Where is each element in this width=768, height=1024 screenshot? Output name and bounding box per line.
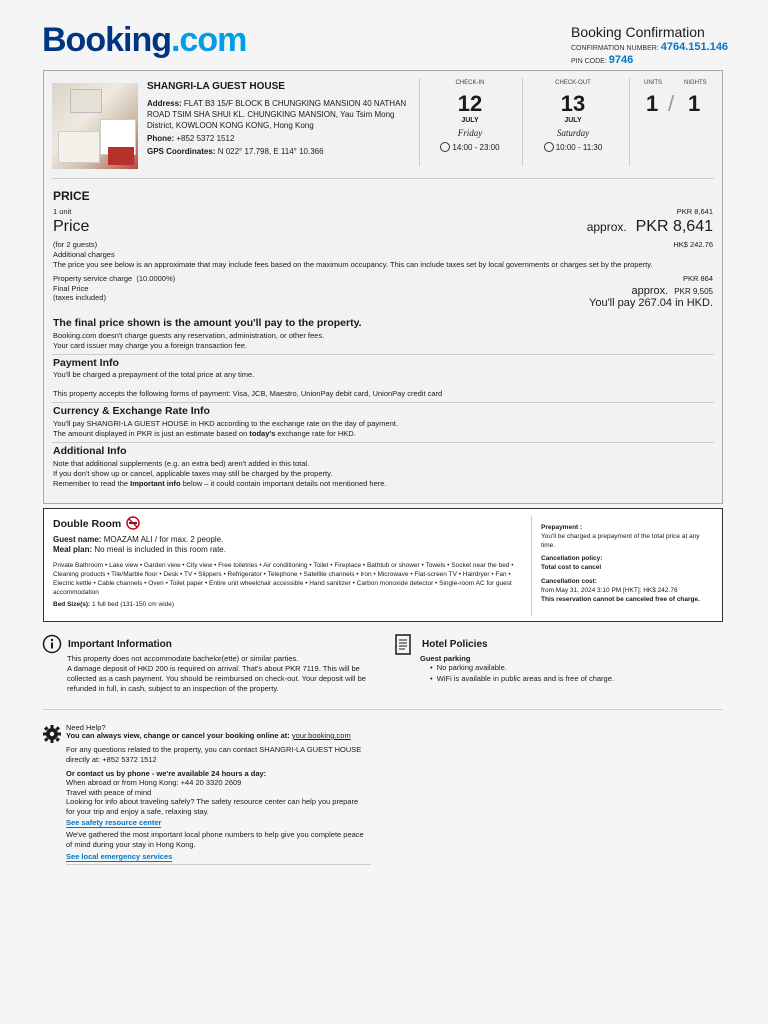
policies-heading: Hotel Policies	[422, 639, 488, 650]
hotel-address: Address: FLAT B3 15/F BLOCK B CHUNGKING MANSION 40 NATHAN ROAD TSIM SHA SHUI KL. CHUNGKING MANSION, Yau Tsim Mong District, KOWLOON KONG KONG, Hong Kong	[147, 99, 407, 130]
clock-icon	[440, 142, 450, 152]
document-icon	[395, 634, 413, 656]
service-amount: PKR 864	[682, 274, 713, 283]
cancellation-policy: Cancellation policy: Total cost to cancel	[541, 555, 603, 571]
no-smoking-icon	[126, 516, 140, 530]
divider	[419, 78, 420, 166]
need-help: Need Help?	[66, 723, 106, 732]
document-title: Booking Confirmation	[571, 24, 705, 40]
checkin-label: CHECK-IN	[455, 80, 485, 86]
additional-charges: Additional charges	[53, 250, 115, 259]
manage-link[interactable]: your.booking.com	[291, 731, 351, 740]
card-fee-line: Your card issuer may charge you a foreign transaction fee.	[53, 341, 247, 350]
divider	[52, 402, 714, 403]
additional-heading: Additional Info	[53, 445, 127, 457]
payment-methods: This property accepts the following forms of payment: Visa, JCB, Maestro, UnionPay debit card, UnionPay credit card	[53, 389, 443, 398]
info-icon	[42, 634, 62, 654]
checkout-day: 13	[560, 91, 586, 116]
units-label: UNITS	[644, 80, 662, 86]
phone-heading: Or contact us by phone - we're available 24 hours a day:	[66, 769, 267, 778]
travel-heading: Travel with peace of mind	[66, 788, 152, 797]
additional-line2: If you don't show up or cancel, applicable taxes may still be charged by the property.	[53, 469, 333, 478]
travel-text: Looking for info about traveling safely? The safety resource center can help you prepare for your trip and enjoy a safe, relaxing stay.	[66, 797, 359, 816]
divider	[629, 78, 630, 166]
units-count: 1	[646, 91, 659, 116]
important-line1: This property does not accommodate bachelor(ette) or similar parties.	[67, 654, 299, 663]
currency-line1: You'll pay SHANGRI-LA GUEST HOUSE in HKD according to the exchange rate on the day of payment.	[53, 419, 398, 428]
emergency-text: We've gathered the most important local phone numbers to help give you complete peace of mind during your stay in Hong Kong.	[66, 830, 364, 849]
safety-link[interactable]: See safety resource center	[66, 818, 162, 827]
unit-line: 1 unit	[53, 207, 72, 216]
unit-amount: PKR 8,641	[676, 207, 713, 216]
hotel-photo	[52, 83, 138, 169]
policies-subheading: Guest parking	[420, 654, 471, 663]
additional-line1: Note that additional supplements (e.g. an extra bed) aren't added in this total.	[53, 459, 310, 468]
prepayment-info: Prepayment : You'll be charged a prepayment of the total price at any time.	[541, 524, 700, 549]
phone-line: When abroad or from Hong Kong: +44 20 3320 2609	[66, 778, 242, 787]
emergency-link[interactable]: See local emergency services	[66, 852, 173, 861]
taxes-note: (taxes included)	[53, 293, 106, 302]
pin-code: PIN CODE: 9746	[571, 54, 634, 66]
meal-plan: Meal plan: No meal is included in this room rate.	[53, 545, 226, 554]
additional-line3: Remember to read the Important info below – it could contain important details not mentioned here.	[53, 479, 387, 488]
nights-count: 1	[688, 91, 701, 116]
manage-booking: You can always view, change or cancel your booking online at: your.booking.com	[66, 731, 351, 740]
checkout-label: CHECK-OUT	[555, 80, 591, 86]
divider	[52, 442, 714, 443]
policy-item: • No parking available.	[430, 663, 507, 672]
checkout-time: 10:00 - 11:30	[533, 142, 613, 152]
room-amenities: Private Bathroom • Lake view • Garden view • City view • Free toiletries • Air conditioning • Toilet • Fireplace • Bathtub or shower • Towels • Socket near the bed • Cleaning products • Tile/Marble floor • Desk • TV • Slippers • Refrigerator • Telephone • Satellite channels • Iron • Microwave • Flat-screen TV • Hairdryer • Fan • Electric kettle • Cable channels • Oven • Toilet paper • Entire unit wheelchair accessible • Hand sanitizer • Carbon monoxide detector • Single-room AC for guest accommodation	[53, 562, 514, 596]
confirmation-number: CONFIRMATION NUMBER: 4764.151.146	[571, 41, 729, 53]
checkin-weekday: Friday	[457, 128, 483, 138]
divider	[66, 864, 371, 865]
divider	[43, 709, 723, 710]
clock-icon	[544, 142, 554, 152]
divider	[522, 78, 523, 166]
currency-line2: The amount displayed in PKR is just an estimate based on today's exchange rate for HKD.	[53, 429, 356, 438]
important-line2: A damage deposit of HKD 200 is required on arrival. That's about PKR 7119. This will be collected as a cash payment. You should be reimbursed on check-out. Your deposit will be refunded in full, in cash, subject to an inspection of the property.	[67, 664, 366, 693]
hotel-name: SHANGRI-LA GUEST HOUSE	[147, 81, 285, 92]
checkin-time: 14:00 - 23:00	[430, 142, 510, 152]
checkin-day: 12	[457, 91, 483, 116]
divider	[52, 178, 714, 179]
price-disclaimer: The price you see below is an approximate that may include fees based on the maximum occupancy. This can include taxes set by local governments or charges set by the property.	[53, 260, 653, 269]
nights-label: NIGHTS	[684, 80, 707, 86]
checkout-weekday: Saturday	[556, 128, 590, 138]
you-pay: You'll pay 267.04 in HKD.	[589, 297, 713, 309]
guests-line: (for 2 guests)	[53, 240, 98, 249]
bed-size: Bed Size(s): 1 full bed (131-150 cm wide)	[53, 601, 175, 608]
room-title: Double Room	[53, 516, 140, 530]
contact-property: For any questions related to the property, you can contact SHANGRI-LA GUEST HOUSE directly at: +852 5372 1512	[66, 745, 362, 764]
hotel-phone: Phone: +852 5372 1512	[147, 134, 235, 143]
checkin-month: JULY	[461, 117, 479, 124]
final-price-notice: The final price shown is the amount you'll pay to the property.	[53, 317, 362, 329]
no-fees-line: Booking.com doesn't charge guests any reservation, administration, or other fees.	[53, 331, 325, 340]
cancellation-cost: Cancellation cost: from May 31, 2024 3:10 PM [HKT]: HK$ 242.76 This reservation cannot be canceled free of charge.	[541, 578, 700, 603]
divider	[531, 516, 532, 616]
important-heading: Important Information	[68, 639, 172, 650]
final-price-label: Final Price	[53, 284, 89, 293]
currency-heading: Currency & Exchange Rate Info	[53, 405, 210, 417]
final-price: approx. PKR 9,505	[631, 285, 713, 297]
price-heading: PRICE	[53, 189, 90, 203]
hotel-gps: GPS Coordinates: N 022° 17.798, E 114° 10.366	[147, 147, 324, 156]
units-nights-separator: /	[668, 91, 675, 116]
booking-logo: Booking.com	[42, 21, 247, 59]
policy-item: • WiFi is available in public areas and is free of charge.	[430, 674, 614, 683]
checkout-month: JULY	[564, 117, 582, 124]
payment-prepay: You'll be charged a prepayment of the total price at any time.	[53, 370, 255, 379]
payment-heading: Payment Info	[53, 357, 119, 369]
gear-icon	[42, 724, 62, 744]
service-charge: Property service charge (10.0000%)	[53, 274, 176, 283]
guest-name: Guest name: MOAZAM ALI / for max. 2 people.	[53, 535, 224, 544]
price-main: approx. PKR 8,641	[586, 218, 713, 235]
divider	[52, 354, 714, 355]
price-label: Price	[53, 218, 90, 235]
hkd-price: HK$ 242.76	[673, 240, 713, 249]
